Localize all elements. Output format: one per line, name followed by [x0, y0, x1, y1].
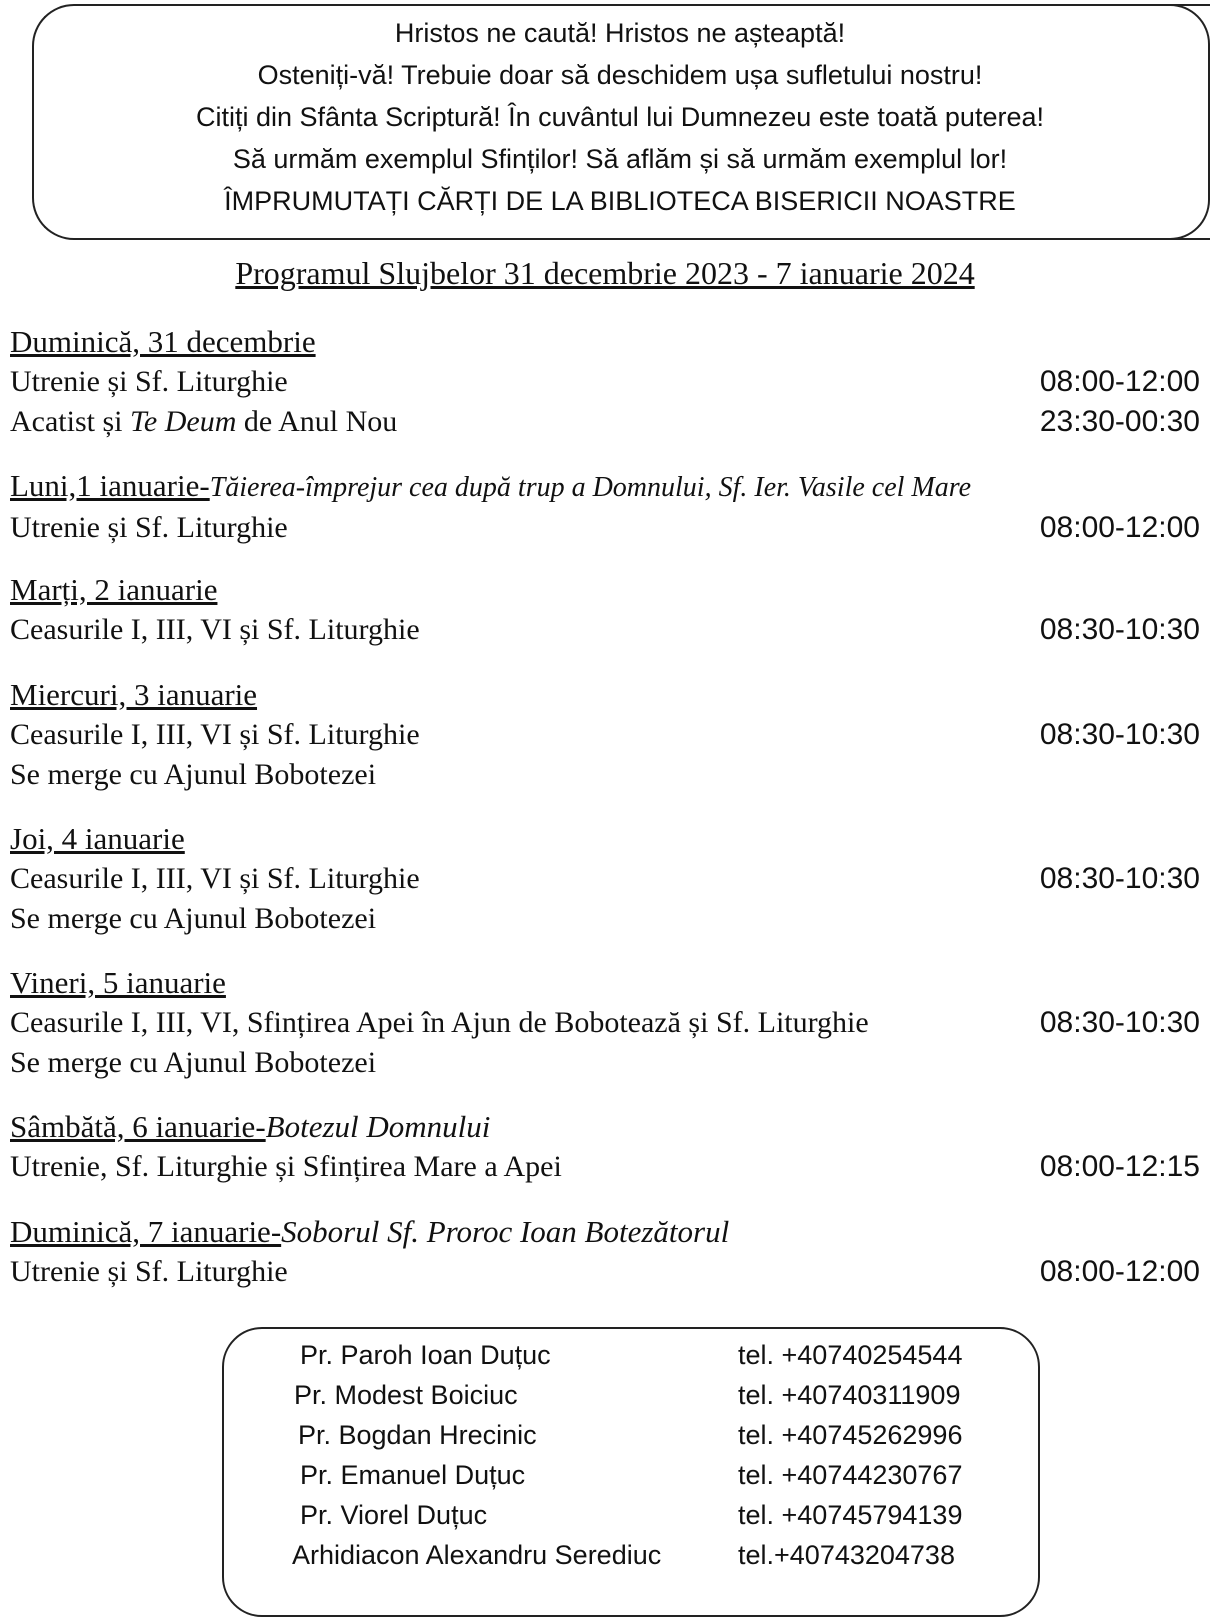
service-row — [10, 362, 1200, 402]
contact-row — [280, 1495, 1000, 1535]
service-row — [10, 1043, 1200, 1083]
notice-line: Citiți din Sfânta Scriptură! În cuvântul lui Dumnezeu este toată puterea! — [196, 102, 1044, 132]
service-time: 08:30-10:30 — [1039, 718, 1200, 751]
contact-row — [280, 1535, 1000, 1575]
notice-line: Osteniți-vă! Trebuie doar să deschidem ușa sufletului nostru! — [257, 60, 983, 90]
service-name-part: Acatist și — [10, 405, 130, 438]
contact-row — [280, 1415, 1000, 1455]
service-row — [10, 899, 1200, 939]
day-section — [10, 675, 1200, 795]
contact-name: Arhidiacon Alexandru Serediuc — [292, 1540, 662, 1570]
service-time: 08:30-10:30 — [1039, 1006, 1200, 1039]
service-name: Ceasurile I, III, VI, Sfințirea Apei în Ajun de Bobotează și Sf. Liturghie — [10, 1006, 869, 1039]
service-row — [10, 859, 1200, 899]
service-time: 08:00-12:00 — [1039, 365, 1200, 398]
contact-name: Pr. Emanuel Duțuc — [300, 1460, 526, 1490]
contact-name: Pr. Bogdan Hrecinic — [298, 1420, 537, 1450]
service-row — [10, 610, 1200, 650]
contact-phone: tel. +40745262996 — [738, 1420, 963, 1450]
page-title — [0, 255, 1210, 292]
notice-text — [32, 12, 1208, 222]
service-name-part: de Anul Nou — [236, 405, 398, 438]
notice-line: Hristos ne caută! Hristos ne așteaptă! — [394, 18, 846, 48]
service-row — [10, 1147, 1200, 1187]
service-name: Ceasurile I, III, VI și Sf. Liturghie — [10, 862, 420, 895]
contact-phone: tel. +40744230767 — [738, 1460, 963, 1490]
contact-phone: tel. +40745794139 — [738, 1500, 963, 1530]
service-time: 08:30-10:30 — [1039, 862, 1200, 895]
day-section — [10, 322, 1200, 442]
feast-name: Botezul Domnului — [265, 1109, 491, 1144]
contact-row — [280, 1455, 1000, 1495]
service-row — [10, 508, 1200, 548]
day-name: Duminică, 7 ianuarie- — [10, 1214, 282, 1249]
service-name: Utrenie și Sf. Liturghie — [10, 365, 288, 398]
service-time: 08:30-10:30 — [1039, 613, 1200, 646]
service-note: Se merge cu Ajunul Bobotezei — [10, 758, 377, 791]
service-time: 08:00-12:00 — [1039, 511, 1200, 544]
day-name: Miercuri, 3 ianuarie — [10, 677, 258, 712]
day-section — [10, 963, 1200, 1083]
notice-line: Să urmăm exemplul Sfinților! Să aflăm și să urmăm exemplul lor! — [232, 144, 1008, 174]
day-section — [10, 1212, 1200, 1292]
day-name: Luni,1 ianuarie- — [10, 468, 210, 503]
contact-row — [280, 1335, 1000, 1375]
day-section — [10, 466, 1200, 548]
day-name: Joi, 4 ianuarie — [10, 821, 185, 856]
service-row — [10, 1252, 1200, 1292]
service-note: Se merge cu Ajunul Bobotezei — [10, 902, 377, 935]
contact-row — [280, 1375, 1000, 1415]
day-name: Vineri, 5 ianuarie — [10, 965, 226, 1000]
contact-phone: tel. +40740311909 — [738, 1380, 961, 1410]
service-time: 23:30-00:30 — [1039, 405, 1200, 438]
service-row — [10, 715, 1200, 755]
feast-name: Soborul Sf. Proroc Ioan Botezătorul — [281, 1214, 730, 1249]
service-row — [10, 402, 1200, 442]
notice-line: ÎMPRUMUTAȚI CĂRȚI DE LA BIBLIOTECA BISERICII NOASTRE — [224, 186, 1016, 216]
feast-name: Tăierea-împrejur cea după trup a Domnului, Sf. Ier. Vasile cel Mare — [209, 472, 972, 503]
service-time: 08:00-12:00 — [1039, 1255, 1200, 1288]
day-name: Duminică, 31 decembrie — [10, 324, 316, 359]
contacts-list — [280, 1335, 1000, 1575]
contact-name: Pr. Viorel Duțuc — [300, 1500, 488, 1530]
service-name: Utrenie și Sf. Liturghie — [10, 1255, 288, 1288]
service-name: Utrenie, Sf. Liturghie și Sfințirea Mare a Apei — [10, 1150, 562, 1183]
contact-phone: tel. +40740254544 — [738, 1340, 963, 1370]
service-time: 08:00-12:15 — [1039, 1150, 1200, 1183]
day-section — [10, 1107, 1200, 1187]
service-note: Se merge cu Ajunul Bobotezei — [10, 1046, 377, 1079]
contact-phone: tel.+40743204738 — [738, 1540, 955, 1570]
service-name: Utrenie și Sf. Liturghie — [10, 511, 288, 544]
service-name: Ceasurile I, III, VI și Sf. Liturghie — [10, 613, 420, 646]
contact-name: Pr. Modest Boiciuc — [294, 1380, 518, 1410]
day-section — [10, 819, 1200, 939]
day-section — [10, 570, 1200, 650]
day-name: Marți, 2 ianuarie — [10, 572, 218, 607]
service-name — [10, 402, 397, 442]
contact-name: Pr. Paroh Ioan Duțuc — [300, 1340, 551, 1370]
page-title-text: Programul Slujbelor 31 decembrie 2023 - 7 ianuarie 2024 — [235, 255, 975, 291]
service-row — [10, 1003, 1200, 1043]
day-name: Sâmbătă, 6 ianuarie- — [10, 1109, 266, 1144]
service-name: Ceasurile I, III, VI și Sf. Liturghie — [10, 718, 420, 751]
service-row — [10, 755, 1200, 795]
service-name-italic: Te Deum — [130, 405, 237, 438]
